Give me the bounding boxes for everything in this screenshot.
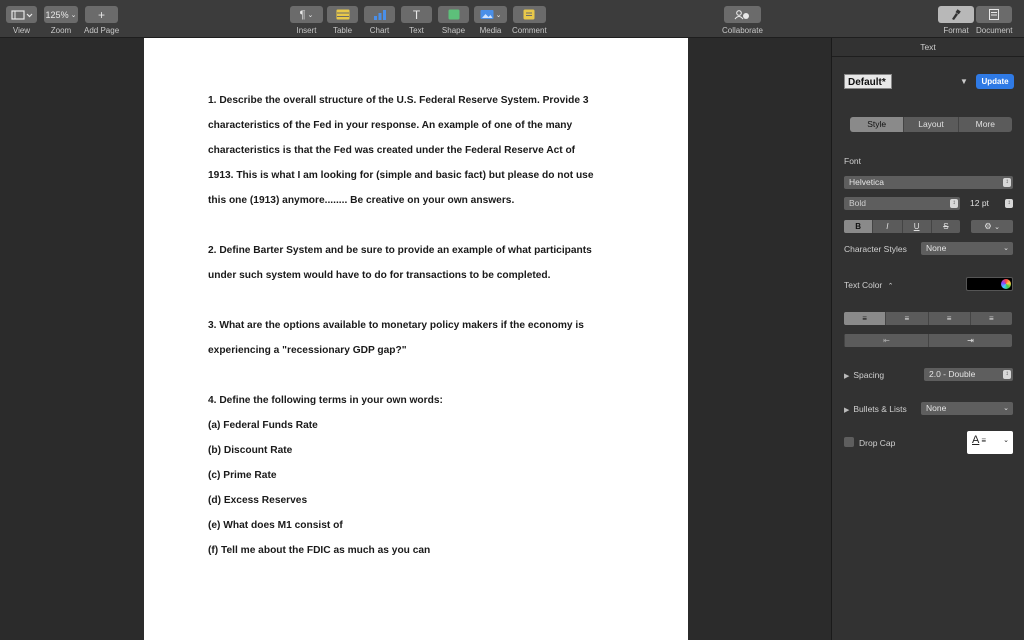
format-label: Format xyxy=(943,26,969,35)
table-icon xyxy=(336,9,350,20)
q1-line: this one (1913) anymore........ Be creative on your own answers. xyxy=(208,195,515,206)
updown-icon: ↕ xyxy=(950,199,958,208)
media-control[interactable] xyxy=(474,6,507,35)
media-icon xyxy=(480,9,494,20)
plus-icon: + xyxy=(98,7,106,22)
chevron-down-icon: ⌄ xyxy=(1003,437,1009,444)
zoom-button[interactable] xyxy=(44,6,78,23)
font-family-value: Helvetica xyxy=(849,177,884,187)
alignment-buttons xyxy=(844,312,1012,325)
updown-icon: ⌃ xyxy=(887,283,894,290)
toolbar xyxy=(0,0,1024,38)
document-label: Document xyxy=(976,26,1013,35)
document-icon xyxy=(989,9,999,20)
gear-icon: ⚙ xyxy=(984,221,992,231)
table-control[interactable] xyxy=(327,6,358,35)
q3-line: experiencing a "recessionary GDP gap?" xyxy=(208,345,407,356)
char-styles-value: None xyxy=(926,243,947,253)
add-page-button[interactable] xyxy=(85,6,118,23)
text-control[interactable] xyxy=(401,6,432,35)
text-icon: T xyxy=(412,7,421,22)
bullets-label: Bullets & Lists xyxy=(853,404,907,414)
q1-line: characteristics is that the Fed was created under the Federal Reserve Act of xyxy=(208,145,576,156)
comment-control[interactable] xyxy=(512,6,547,35)
format-button[interactable] xyxy=(938,6,974,23)
document-button[interactable] xyxy=(976,6,1012,23)
document-page[interactable] xyxy=(144,38,688,640)
document-body[interactable] xyxy=(208,88,628,563)
format-control[interactable] xyxy=(938,6,974,35)
spacing-label: Spacing xyxy=(853,370,885,380)
q4-line: (f) Tell me about the FDIC as much as you can xyxy=(208,545,431,556)
align-right-button[interactable]: ≡ xyxy=(928,312,970,325)
tab-layout[interactable]: Layout xyxy=(903,117,957,132)
comment-label: Comment xyxy=(512,26,547,35)
inspector-header: Text xyxy=(832,38,1024,57)
insert-label: Insert xyxy=(296,26,317,35)
comment-icon xyxy=(523,9,535,20)
align-center-button[interactable]: ≡ xyxy=(885,312,927,325)
collaborate-label: Collaborate xyxy=(722,26,763,35)
bullets-select[interactable] xyxy=(921,402,1013,415)
chevron-down-icon: ⌄ xyxy=(1003,405,1009,412)
q2-line: 2. Define Barter System and be sure to provide an example of what participants xyxy=(208,245,592,256)
insert-button[interactable] xyxy=(290,6,323,23)
insert-control[interactable] xyxy=(290,6,323,35)
view-icon xyxy=(11,10,33,20)
collaborate-icon xyxy=(734,9,750,20)
underline-button[interactable]: U xyxy=(902,220,931,233)
disclosure-triangle-icon: ▶ xyxy=(844,373,850,380)
spacing-select[interactable] xyxy=(924,368,1013,381)
decrease-indent-button[interactable]: ⇤ xyxy=(844,334,928,347)
view-label: View xyxy=(12,26,31,35)
color-wheel-icon[interactable] xyxy=(1001,279,1011,289)
q1-line: 1. Describe the overall structure of the U.S. Federal Reserve System. Provide 3 xyxy=(208,95,589,106)
collaborate-control[interactable] xyxy=(722,6,763,35)
chart-label: Chart xyxy=(369,26,390,35)
paragraph-style-field[interactable]: Default* xyxy=(844,74,892,89)
q4-line: 4. Define the following terms in your own words: xyxy=(208,395,443,406)
shape-label: Shape xyxy=(441,26,466,35)
text-label: Text xyxy=(409,26,424,35)
chevron-down-icon: ⌄ xyxy=(307,11,314,19)
chevron-down-icon: ⌄ xyxy=(994,224,1000,231)
chart-icon xyxy=(373,9,387,20)
shape-control[interactable] xyxy=(438,6,469,35)
indent-buttons xyxy=(844,334,1012,347)
add-page-label: Add Page xyxy=(84,26,120,35)
spacing-value: 2.0 - Double xyxy=(929,369,976,379)
font-size-field[interactable] xyxy=(970,197,1013,210)
font-weight-value: Bold xyxy=(849,198,867,208)
chevron-down-icon: ⌄ xyxy=(70,11,77,19)
align-justify-button[interactable]: ≡ xyxy=(970,312,1012,325)
paragraph-style-dropdown-icon[interactable]: ▼ xyxy=(960,77,968,86)
increase-indent-button[interactable]: ⇥ xyxy=(928,334,1012,347)
font-section-label: Font xyxy=(844,156,862,166)
paintbrush-icon xyxy=(950,9,962,20)
updown-icon: ↕ xyxy=(1003,178,1011,187)
spacing-row[interactable] xyxy=(844,370,884,380)
text-button[interactable] xyxy=(401,6,432,23)
comment-button[interactable] xyxy=(513,6,546,23)
updown-icon: ↕ xyxy=(1003,370,1011,379)
stepper-icon[interactable]: ↕ xyxy=(1005,199,1013,208)
q4-line: (a) Federal Funds Rate xyxy=(208,420,318,431)
q2-line: under such system would have to do for transactions to be completed. xyxy=(208,270,551,281)
add-page-control[interactable] xyxy=(84,6,119,35)
text-color-label xyxy=(844,280,894,290)
bullets-row[interactable] xyxy=(844,404,907,414)
chart-control[interactable] xyxy=(364,6,395,35)
font-weight-select[interactable] xyxy=(844,197,960,210)
italic-button[interactable]: I xyxy=(872,220,901,233)
chevron-down-icon: ⌄ xyxy=(1003,245,1009,252)
table-button[interactable] xyxy=(327,6,358,23)
align-left-button[interactable]: ≡ xyxy=(844,312,885,325)
collaborate-button[interactable] xyxy=(724,6,761,23)
font-size-value: 12 pt xyxy=(970,198,989,208)
q4-line: (b) Discount Rate xyxy=(208,445,293,456)
q4-line: (c) Prime Rate xyxy=(208,470,277,481)
q4-line: (d) Excess Reserves xyxy=(208,495,308,506)
media-button[interactable] xyxy=(474,6,507,23)
q1-line: characteristics of the Fed in your response. An example of one of the many xyxy=(208,120,573,131)
shape-icon xyxy=(448,9,460,20)
chart-button[interactable] xyxy=(364,6,395,23)
table-label: Table xyxy=(332,26,353,35)
text-color-well[interactable] xyxy=(966,277,1013,291)
text-options-button[interactable] xyxy=(971,220,1013,233)
q4-line: (e) What does M1 consist of xyxy=(208,520,343,531)
view-button[interactable] xyxy=(6,6,37,23)
chevron-down-icon: ⌄ xyxy=(495,11,502,19)
drop-cap-preview-icon: A xyxy=(972,434,980,446)
char-styles-label: Character Styles xyxy=(844,244,907,254)
update-button[interactable]: Update xyxy=(976,74,1014,89)
strikethrough-button[interactable]: S xyxy=(931,220,960,233)
drop-cap-checkbox[interactable] xyxy=(844,437,854,447)
document-control[interactable] xyxy=(976,6,1012,35)
font-family-select[interactable] xyxy=(844,176,1013,189)
zoom-control[interactable] xyxy=(44,6,78,35)
zoom-value: 125% xyxy=(45,9,69,20)
text-style-buttons xyxy=(844,220,960,233)
drop-cap-style-button[interactable]: A ≡ ⌄ xyxy=(967,431,1013,454)
inspector-tabs xyxy=(850,117,1012,132)
text-color-label-text: Text Color xyxy=(844,280,883,290)
view-control[interactable] xyxy=(6,6,37,35)
bold-button[interactable]: B xyxy=(844,220,872,233)
shape-button[interactable] xyxy=(438,6,469,23)
format-inspector xyxy=(831,38,1024,640)
drop-cap-label: Drop Cap xyxy=(859,438,896,448)
media-label: Media xyxy=(479,26,502,35)
tab-more[interactable]: More xyxy=(958,117,1012,132)
pilcrow-icon: ¶ xyxy=(299,8,306,21)
q1-line: 1913. This is what I am looking for (simple and basic fact) but please do not use xyxy=(208,170,594,181)
char-styles-select[interactable] xyxy=(921,242,1013,255)
bullets-value: None xyxy=(926,403,947,413)
disclosure-triangle-icon: ▶ xyxy=(844,407,850,414)
zoom-label: Zoom xyxy=(50,26,72,35)
q3-line: 3. What are the options available to monetary policy makers if the economy is xyxy=(208,320,584,331)
tab-style[interactable]: Style xyxy=(850,117,903,132)
document-canvas[interactable] xyxy=(0,38,832,640)
